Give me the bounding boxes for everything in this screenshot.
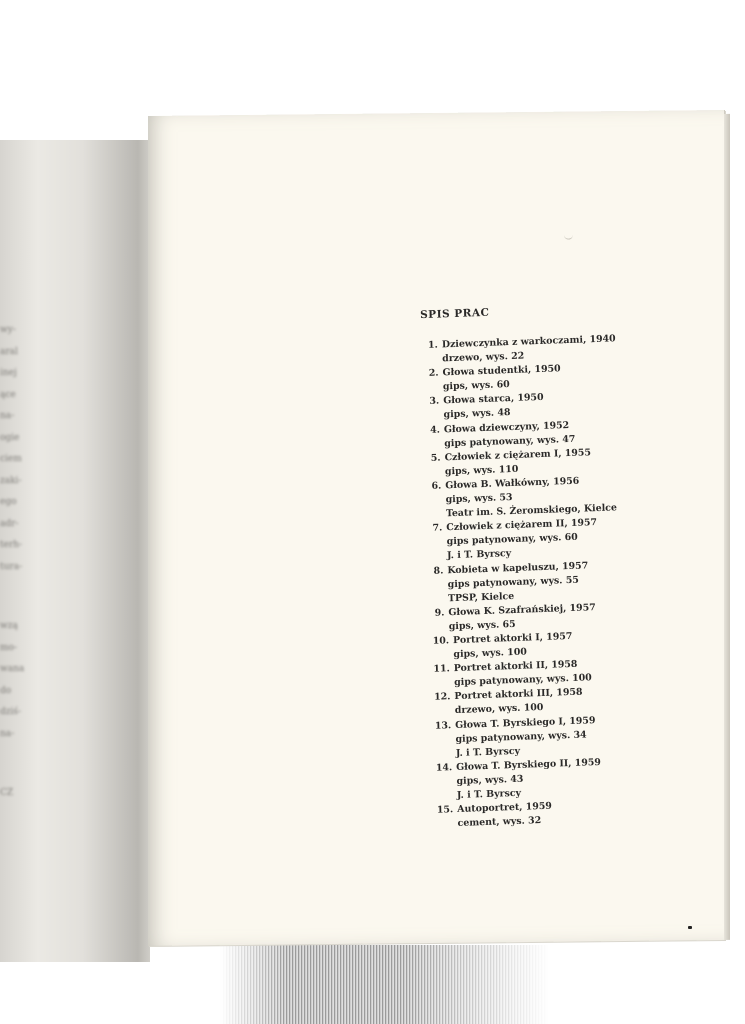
list-item-number: 10. [432, 635, 450, 647]
list-item-title: Autoportret, 1959 [457, 800, 552, 816]
list-item-detail: J. i T. Byrscy [446, 548, 512, 562]
list-item-detail: gips patynowany, wys. 34 [455, 729, 587, 745]
left-page-fragment: do [0, 685, 12, 696]
left-page-fragment: ogie [0, 432, 20, 443]
list-item-detail: gips patynowany, wys. 100 [454, 672, 592, 689]
list-item-detail: J. i T. Byrscy [455, 745, 521, 759]
list-item-title: Kobieta w kapeluszu, 1957 [447, 559, 589, 576]
left-page-fragment: ego [0, 497, 17, 507]
left-page-fragment: ące [0, 389, 16, 400]
list-item [424, 473, 620, 522]
page-top-mark [564, 234, 573, 240]
list-item-detail: TPSP, Kielce [447, 590, 515, 604]
list-item-title: Głowa T. Byrskiego I, 1959 [455, 714, 596, 731]
list-item-detail: gips, wys. 43 [456, 773, 524, 787]
left-page-fragment: wana [0, 664, 25, 674]
list-item-detail: gips, wys. 100 [453, 646, 527, 661]
list-item-detail: gips, wys. 48 [443, 407, 511, 421]
list-item-title: Portret aktorki III, 1958 [454, 686, 583, 703]
list-heading: SPIS PRAC [420, 306, 490, 322]
list-item-number: 1. [427, 339, 439, 351]
list-item-number: 14. [435, 761, 453, 774]
list-item-detail: gips, wys. 60 [442, 379, 510, 393]
list-item-title: Głowa studentki, 1950 [442, 363, 561, 379]
page-corner-mark [688, 926, 692, 929]
list-item-number: 4. [430, 424, 441, 436]
list-item-title: Portret aktorki II, 1958 [453, 658, 578, 675]
list-item-number: 13. [434, 719, 452, 732]
list-item-number: 9. [434, 607, 445, 619]
list-item-number: 15. [436, 804, 454, 816]
left-page-fragment: ciem [0, 454, 22, 464]
list-item-number: 6. [431, 480, 442, 492]
list-item-detail: gips patynowany, wys. 47 [444, 433, 576, 449]
list-item-detail: drzewo, wys. 100 [454, 702, 544, 717]
left-page-text-fragments [0, 320, 34, 805]
left-page-fragment: adr- [0, 518, 19, 529]
list-item-title: Głowa T. Byrskiego II, 1959 [456, 756, 601, 773]
list-item-number: 11. [433, 663, 450, 675]
list-item-number: 3. [429, 395, 440, 408]
list-item-title: Głowa B. Wałkówny, 1956 [445, 475, 580, 492]
list-item-detail: gips patynowany, wys. 55 [447, 574, 579, 590]
list-item-number: 7. [432, 522, 443, 534]
entries-container [421, 332, 628, 832]
list-item [430, 713, 626, 762]
list-item-detail: gips, wys. 53 [445, 492, 513, 506]
left-page-fragment: mo- [0, 642, 17, 653]
list-item-number: 8. [433, 564, 444, 577]
list-item-detail: Teatr im. S. Żeromskiego, Kielce [445, 502, 618, 520]
list-item-title: Głowa K. Szafrańskiej, 1957 [448, 601, 596, 619]
list-item-title: Człowiek z ciężarem I, 1955 [444, 446, 592, 464]
list-item-detail: J. i T. Byrscy [456, 787, 522, 802]
right-page [148, 110, 725, 946]
list-item-title: Dziewczynka z warkoczami, 1940 [441, 333, 616, 351]
list-item [425, 515, 621, 564]
left-page-fragment: wy- [0, 325, 16, 335]
list-item-number: 2. [428, 367, 439, 380]
left-page-fragment: aral [0, 346, 18, 357]
list-item-detail: gips patynowany, wys. 60 [446, 532, 578, 548]
list-item [426, 558, 622, 607]
left-page-fragment: terh- [0, 540, 23, 550]
list-item-title: Głowa starca, 1950 [443, 392, 544, 407]
page-edge [724, 114, 730, 940]
left-page-fragment: inej [0, 368, 17, 378]
list-item-detail: cement, wys. 32 [457, 815, 542, 830]
list-item-title: Głowa dziewczyny, 1952 [443, 419, 570, 435]
list-item [431, 755, 627, 804]
left-page-fragment: dziś- [0, 707, 22, 717]
list-item-detail: drzewo, wys. 22 [442, 350, 525, 365]
list-item-detail: gips, wys. 65 [448, 618, 516, 633]
left-page-fragment: na- [0, 728, 15, 739]
list-item-title: Człowiek z ciężarem II, 1957 [446, 517, 598, 534]
list-item-number: 5. [430, 452, 441, 464]
left-page-fragment: tura- [0, 561, 23, 572]
list-item [432, 797, 627, 832]
left-page-fragment: CZ [0, 788, 14, 798]
left-page-fragment: na- [0, 411, 15, 421]
list-item-number: 12. [434, 691, 451, 704]
works-list [420, 302, 628, 832]
left-page-fragment: zaki- [0, 475, 22, 486]
list-item-detail: gips, wys. 110 [444, 463, 519, 478]
list-item-title: Portret aktorki I, 1957 [452, 630, 573, 647]
left-page-fragment: wzą [0, 621, 18, 631]
